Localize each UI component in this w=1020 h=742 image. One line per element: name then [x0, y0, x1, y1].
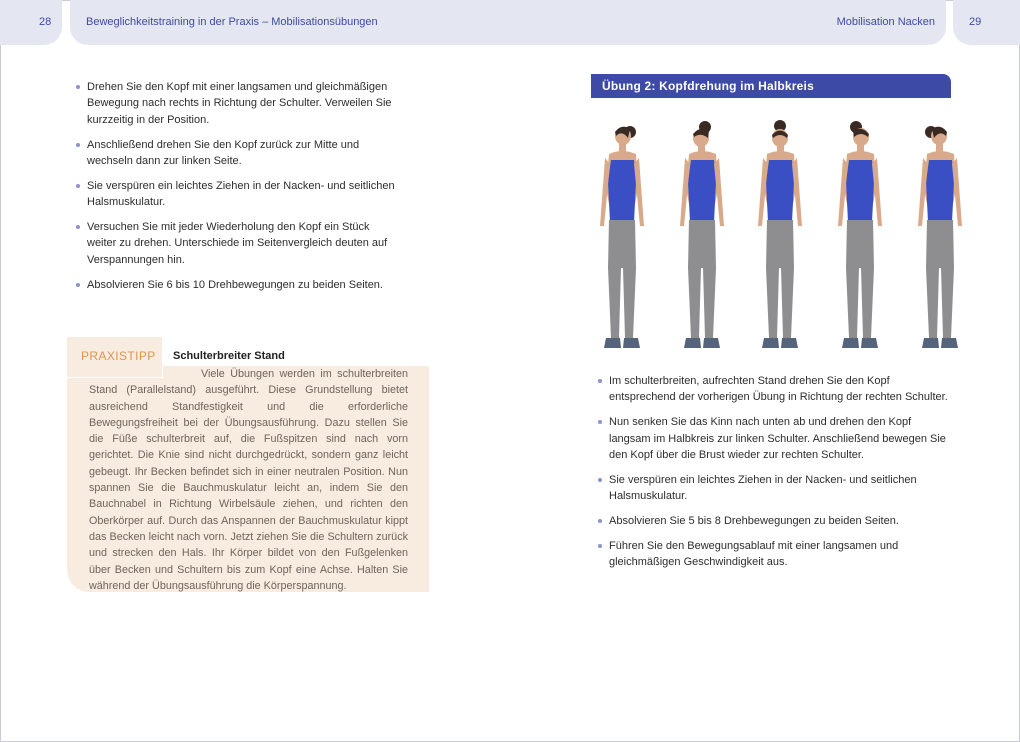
left-instruction-list [76, 79, 396, 302]
list-item: Sie verspüren ein leichtes Ziehen in der Nacken- und seitlichen Halsmuskulatur. [76, 178, 396, 211]
list-item: Versuchen Sie mit jeder Wiederholung den Kopf ein Stück weiter zu drehen. Unterschiede im Seitenvergleich deuten auf Verspannungen hin. [76, 219, 396, 268]
left-page-number-tab [0, 0, 62, 45]
right-page-number: 29 [969, 16, 982, 28]
figure-chin-down-center [750, 118, 810, 354]
left-page-number: 28 [39, 16, 52, 28]
tip-label: PRAXISTIPP [81, 349, 156, 363]
list-item: Sie verspüren ein leichtes Ziehen in der Nacken- und seitlichen Halsmuskulatur. [598, 472, 948, 505]
left-running-title: Beweglichkeitstraining in der Praxis – Mobilisationsübungen [86, 16, 378, 28]
list-item: Nun senken Sie das Kinn nach unten ab und drehen den Kopf langsam im Halbkreis zur linken Schulter. Anschließend bewegen Sie den Kopf über die Brust wieder zur rechten Schulter. [598, 414, 948, 463]
tip-title: Schulterbreiter Stand [173, 350, 285, 362]
list-item: Absolvieren Sie 5 bis 8 Drehbewegungen zu beiden Seiten. [598, 513, 948, 529]
praxistipp-box [67, 337, 429, 592]
right-running-header [480, 0, 946, 45]
list-item: Drehen Sie den Kopf mit einer langsamen und gleichmäßigen Bewegung nach rechts in Richtung der Schulter. Verweilen Sie kurzzeitig in der Position. [76, 79, 396, 128]
list-item: Anschließend drehen Sie den Kopf zurück zur Mitte und wechseln dann zur linken Seite. [76, 137, 396, 170]
tip-body: Viele Übungen werden im schulterbreiten Stand (Parallelstand) ausgeführt. Diese Grundstellung bietet ausreichend Standfestigkeit und die erforderliche Bewegungsfreiheit bei der Übungsausführung. Dazu stellen Sie die Füße schulterbreit auf, die Fußspitzen sind nach vorn gerichtet. Die Knie sind nicht durchgedrückt, sondern ganz leicht gebeugt. Ihr Becken befindet sich in einer neutralen Position. Nun spannen Sie die Bauchmuskulatur leicht an, indem Sie den Bauchnabel in Richtung Wirbelsäule ziehen, und richten den Oberkörper auf. Durch das Anspannen der Bauchmuskulatur kippt das Becken leicht nach vorn. Jetzt ziehen Sie die Schultern zurück und strecken den Hals. Ihr Körper bildet von den Fußgelenken über Becken und Schultern bis zum Kopf eine Achse. Halten Sie während der Übungsausführung die Körperspannung. [89, 368, 408, 592]
figure-head-left [910, 118, 970, 354]
right-instruction-list [598, 373, 948, 579]
exercise-title: Übung 2: Kopfdrehung im Halbkreis [602, 79, 814, 93]
figure-chin-down-left [830, 118, 890, 354]
list-item: Im schulterbreiten, aufrechten Stand drehen Sie den Kopf entsprechend der vorherigen Übung in Richtung der rechten Schulter. [598, 373, 948, 406]
exercise-photo-sequence [590, 118, 980, 358]
exercise-title-bar [591, 74, 951, 98]
list-item: Absolvieren Sie 6 bis 10 Drehbewegungen zu beiden Seiten. [76, 277, 396, 293]
figure-head-right [592, 118, 652, 354]
right-page-number-tab [953, 0, 1020, 45]
left-running-header [70, 0, 480, 45]
list-item: Führen Sie den Bewegungsablauf mit einer langsamen und gleichmäßigen Geschwindigkeit aus. [598, 538, 948, 571]
right-running-title: Mobilisation Nacken [836, 16, 935, 28]
figure-chin-down-right [672, 118, 732, 354]
